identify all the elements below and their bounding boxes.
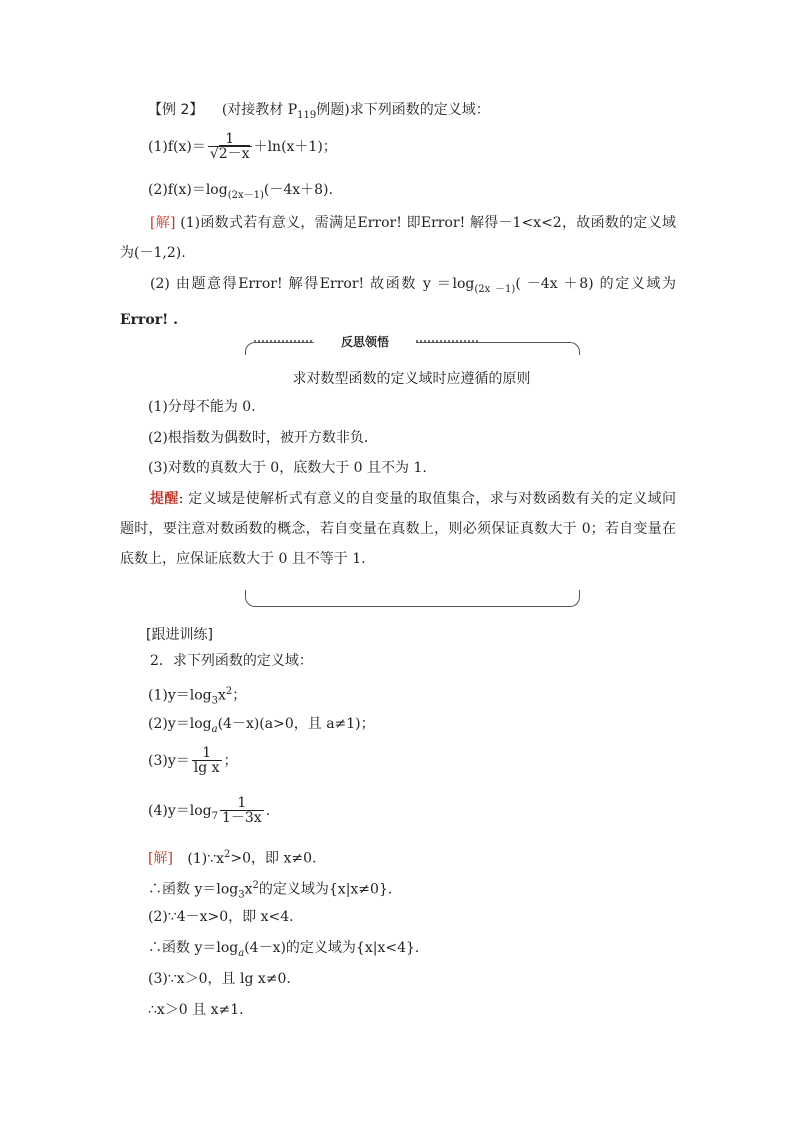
solution-p1: (1)函数式若有意义，需满足Error! 即Error! 解得－1<x<2，故函数的定义域为(－1,2). <box>120 215 676 261</box>
training-item-2 <box>148 715 375 739</box>
question-1 <box>148 132 337 162</box>
t1-sup: 2 <box>225 686 233 697</box>
reflect-title: 反思领悟 <box>314 333 416 350</box>
t4a: (4)y＝log <box>148 803 212 819</box>
t2a: (2)y＝log <box>148 716 212 732</box>
t4-fraction <box>220 796 264 826</box>
t2b: (4－x)(a>0，且 a≠1)； <box>217 716 375 732</box>
answer-line-5: (3)∵x＞0，且 lg x≠0. <box>148 971 291 987</box>
tip-text: : 定义域是使解析式有意义的自变量的取值集合，求与对数函数有关的定义域问题时，要注意对数函数的概念，若自变量在真数上，则必须保证真数大于 0；若自变量在底数上，应保证底数大于 0 且不等于 1. <box>120 491 676 567</box>
a2b: x <box>244 881 253 898</box>
solution-p2c: Error! . <box>120 311 179 328</box>
training-label: [跟进训练] <box>146 627 213 643</box>
q1-fraction <box>208 132 252 162</box>
t3-den: lg x <box>193 760 220 776</box>
a2-sub: 3 <box>238 889 245 901</box>
answer-line-1 <box>148 846 316 868</box>
question-2 <box>148 181 333 205</box>
t3b: ； <box>223 753 238 769</box>
example-tag: 【例 2】 <box>148 102 204 118</box>
solution-p2-sub: (2x －1) <box>474 283 516 295</box>
q2-suffix: (－4x＋8). <box>263 182 333 198</box>
a2c: 的定义域为{x|x≠0}． <box>258 881 402 898</box>
answer-tag: [解] <box>148 850 173 867</box>
reflect-item-1: (1)分母不能为 0. <box>148 399 256 415</box>
a1-sup: 2 <box>224 849 231 860</box>
a4-sub: a <box>238 947 245 959</box>
reflect-tip <box>120 484 676 574</box>
training-question: 2．求下列函数的定义域： <box>150 653 313 669</box>
reflect-heading: 求对数型函数的定义域时应遵循的原则 <box>292 371 531 387</box>
answer-line-4 <box>148 939 429 963</box>
a2a: ∴函数 y＝log <box>148 881 239 898</box>
t1a: (1)y＝log <box>148 687 212 704</box>
t3a: (3)y＝ <box>148 753 190 769</box>
q1-num: 1 <box>225 131 235 147</box>
example-source: (对接教材 P <box>221 102 298 118</box>
t1b: x <box>217 687 226 704</box>
t4-sub: 7 <box>211 810 218 822</box>
t4-den: 1－3x <box>221 810 262 826</box>
training-item-3 <box>148 746 238 776</box>
reflect-dots-left <box>254 340 316 342</box>
a4a: ∴函数 y＝log <box>148 940 239 956</box>
training-item-4 <box>148 796 270 826</box>
reflect-box-bottom <box>245 590 580 607</box>
q1-den: 2－x <box>218 146 250 162</box>
solution-p2a: (2) 由题意得Error! 解得Error! 故函数 y ＝log <box>150 276 475 292</box>
reflect-item-3: (3)对数的真数大于 0，底数大于 0 且不为 1. <box>148 460 427 476</box>
t4-num: 1 <box>237 795 247 811</box>
a1b: >0，即 x≠0. <box>230 850 317 867</box>
solution-part2 <box>120 269 676 335</box>
q2-sub: (2x－1) <box>227 189 264 201</box>
example-source-end: 例题)求下列函数的定义域： <box>316 102 490 118</box>
t3-fraction <box>192 746 222 776</box>
a2-sup: 2 <box>252 880 259 891</box>
reflect-dots-right <box>416 340 478 342</box>
solution-part1 <box>120 208 676 268</box>
t4b: . <box>265 803 271 819</box>
training-item-1 <box>148 683 246 710</box>
example-source-sub: 119 <box>297 109 317 121</box>
t2-sub: a <box>211 723 218 735</box>
example-heading <box>148 101 490 125</box>
a4b: (4－x)的定义域为{x|x<4}． <box>244 940 429 956</box>
t3-num: 1 <box>202 745 212 761</box>
t1c: ； <box>232 687 247 704</box>
q1-den-wrap: √2－x <box>209 146 250 162</box>
q2-prefix: (2)f(x)＝log <box>148 182 228 198</box>
q1-suffix: ＋ln(x＋1)； <box>253 139 337 155</box>
t1-sub: 3 <box>211 695 218 707</box>
q1-prefix: (1)f(x)＝ <box>148 139 206 155</box>
solution-tag: [解] <box>150 215 176 231</box>
tip-label: 提醒 <box>150 491 179 507</box>
a1a: (1)∵x <box>187 850 225 867</box>
answer-line-3: (2)∵4－x>0，即 x<4. <box>148 909 294 925</box>
solution-p2b: ( －4x ＋8) 的定义域为 <box>515 276 676 292</box>
answer-line-2 <box>148 877 402 904</box>
reflect-item-2: (2)根指数为偶数时，被开方数非负． <box>148 430 378 446</box>
answer-line-6: ∴x＞0 且 x≠1. <box>148 1002 244 1018</box>
